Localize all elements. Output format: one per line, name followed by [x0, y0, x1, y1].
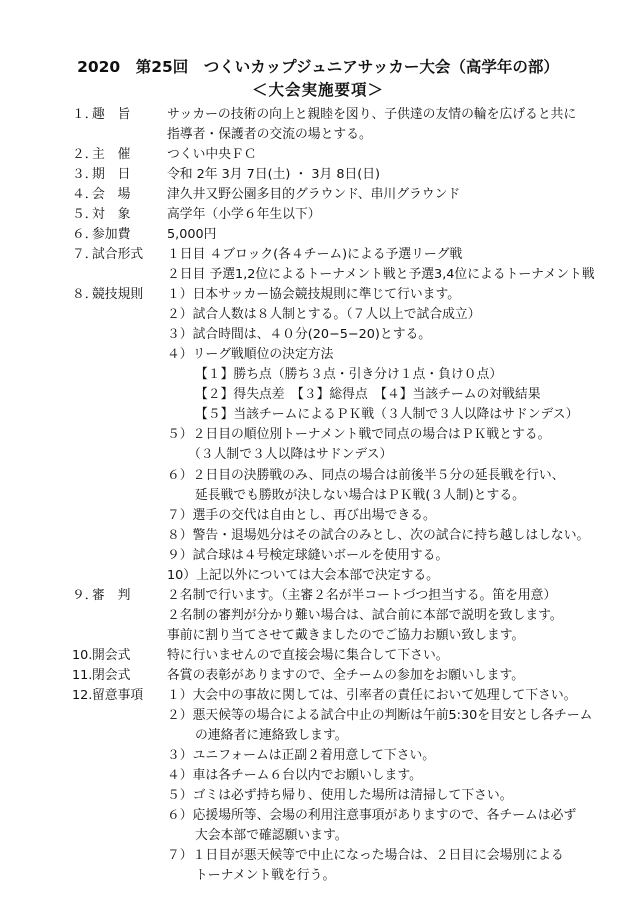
- section-text: 5,000円: [167, 227, 217, 243]
- section-label: 閉会式: [92, 667, 131, 683]
- rule-item-continued: （３人制で３人以降はサドンデス）: [188, 447, 393, 463]
- section-label: 競技規則: [92, 287, 144, 303]
- section-text: 津久井又野公園多目的グラウンド、串川グラウンド: [167, 187, 461, 203]
- section-label: 審 判: [92, 587, 131, 603]
- rule-subitem: 【１】勝ち点（勝ち３点・引き分け１点・負け０点）: [195, 367, 503, 383]
- section-number: ２．: [72, 147, 98, 163]
- section-label: 期 日: [92, 167, 131, 183]
- rule-item: ９）試合球は４号検定球縫いボールを使用する。: [167, 547, 449, 563]
- note-item: ４）車は各チーム６台以内でお願いします。: [167, 767, 422, 783]
- rule-item: ３）試合時間は、４０分(20−5−20)とする。: [167, 327, 432, 343]
- section-number: ９．: [72, 587, 98, 603]
- rule-item: ６）２日目の決勝戦のみ、同点の場合は前後半５分の延長戦を行い、: [167, 467, 565, 483]
- note-item: ５）ゴミは必ず持ち帰り、使用した場所は清掃して下さい。: [167, 787, 513, 803]
- section-number: ５．: [72, 207, 98, 223]
- rule-subitem: 【２】得失点差 【３】総得点 【４】当該チームの対戦結果: [195, 387, 541, 403]
- section-label: 対 象: [92, 207, 131, 223]
- rule-item: 10）上記以外については大会本部で決定する。: [167, 567, 439, 583]
- section-text: 令和 2年 3月 7日(土) ・ 3月 8日(日): [167, 167, 381, 183]
- rule-item: １）日本サッカー協会競技規則に準じて行います。: [167, 287, 461, 303]
- note-item-continued: の連絡者に連絡致します。: [195, 727, 348, 743]
- section-text: 指導者・保護者の交流の場とする。: [167, 127, 372, 142]
- section-number: ６．: [72, 227, 98, 243]
- note-item: ７）１日目が悪天候等で中止になった場合は、２日目に会場別による: [167, 848, 564, 863]
- rule-item: ７）選手の交代は自由とし、再び出場できる。: [167, 507, 436, 523]
- rule-item: ８）警告・退場処分はその試合のみとし、次の試合に持ち越しはしない。: [167, 527, 590, 543]
- section-label: 参加費: [92, 227, 131, 243]
- section-text: ２名制で行います。（主審２名が半コートづつ担当する。笛を用意）: [167, 587, 557, 603]
- section-text: 高学年（小学６年生以下）: [167, 207, 321, 223]
- note-item: ３）ユニフォームは正副２着用意して下さい。: [167, 747, 436, 763]
- rule-item: ４）リーグ戦順位の決定方法: [167, 347, 334, 363]
- section-text: １日目 ４ブロック(各４チーム)による予選リーグ戦: [167, 247, 463, 263]
- document-subtitle: ＜大会実施要項＞: [251, 81, 384, 99]
- section-label: 趣 旨: [92, 107, 131, 122]
- note-item: ６）応援場所等、会場の利用注意事項がありますので、各チームは必ず: [167, 807, 577, 823]
- section-text: ２名制の審判が分かり難い場合は、試合前に本部で説明を致します。: [167, 607, 563, 623]
- note-item: ２）悪天候等の場合による試合中止の判断は午前5:30を目安とし各チーム: [167, 707, 593, 723]
- section-number: ８．: [72, 287, 98, 303]
- section-text: つくい中央ＦＣ: [167, 147, 257, 163]
- section-number: 11.: [72, 667, 93, 683]
- rule-item: ２）試合人数は８人制とする。（７人以上で試合成立）: [167, 307, 481, 323]
- section-text: ２日目 予選1,2位によるトーナメント戦と予選3,4位によるトーナメント戦: [167, 267, 595, 283]
- rule-subitem: 【５】当該チームによるＰＫ戦（３人制で３人以降はサドンデス）: [195, 407, 579, 423]
- section-label: 開会式: [92, 647, 131, 663]
- note-item: １）大会中の事故に関しては、引率者の責任において処理して下さい。: [167, 687, 577, 703]
- document-title: 2020 第25回 つくいカップジュニアサッカー大会（高学年の部）: [77, 58, 559, 76]
- section-label: 会 場: [92, 187, 131, 203]
- section-text: サッカーの技術の向上と親睦を図り、子供達の友情の輪を広げると共に: [167, 107, 577, 122]
- section-number: ３．: [72, 167, 98, 183]
- section-text: 特に行いませんので直接会場に集合して下さい。: [167, 647, 449, 663]
- section-label: 留意事項: [92, 687, 144, 703]
- section-label: 試合形式: [92, 247, 144, 263]
- note-item-continued: トーナメント戦を行う。: [195, 868, 336, 883]
- section-text: 各賞の表彰がありますので、全チームの参加をお願いします。: [167, 667, 525, 683]
- rule-item: ５）２日目の順位別トーナメント戦で同点の場合はＰＫ戦とする。: [167, 427, 551, 443]
- section-number: 10.: [72, 647, 93, 663]
- section-number: ７．: [72, 247, 98, 263]
- section-label: 主 催: [92, 147, 131, 163]
- section-number: ４．: [72, 187, 98, 203]
- note-item-continued: 大会本部で確認願います。: [195, 827, 348, 843]
- section-text: 事前に割り当てさせて戴きましたのでご協力お願い致します。: [167, 627, 525, 643]
- section-number: １．: [72, 107, 98, 122]
- rule-item-continued: 延長戦でも勝敗が決しない場合はＰＫ戦(３人制)とする。: [195, 487, 525, 503]
- section-number: 12.: [72, 687, 93, 703]
